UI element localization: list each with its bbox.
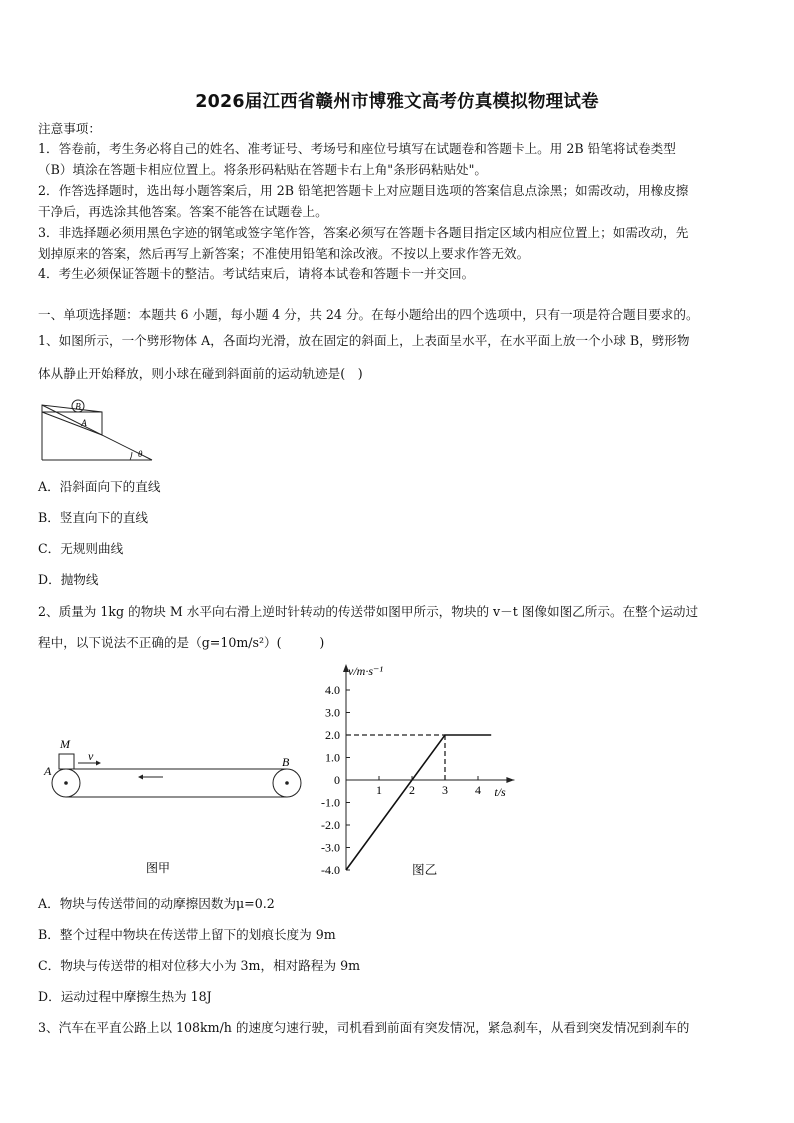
wedge-label: A <box>81 418 87 428</box>
page-title: 2026届江西省赣州市博雅文高考仿真模拟物理试卷 <box>195 92 599 112</box>
q1-option: D．抛物线 <box>38 572 99 587</box>
notice-line: 干净后，再选涂其他答案。答案不能答在试题卷上。 <box>38 204 328 219</box>
section-heading: 一、单项选择题：本题共 6 小题，每小题 4 分，共 24 分。在每小题给出的四个选项中，只有一项是符合题目要求的。 <box>38 307 699 322</box>
notice-line: 3．非选择题必须用黑色字迹的钢笔或签字笔作答，答案必须写在答题卡各题目指定区域内相应位置上；如需改动，先 <box>38 225 689 240</box>
x-axis-arrowhead <box>506 777 514 783</box>
fig-jia-caption: 图甲 <box>145 861 171 875</box>
q2-option: B．整个过程中物块在传送带上留下的划痕长度为 9m <box>38 927 336 942</box>
notice-line: 2．作答选择题时，选出每小题答案后，用 2B 铅笔把答题卡上对应题目选项的答案信息点涂黑；如需改动，用橡皮擦 <box>38 183 689 198</box>
ball-label: B <box>75 401 81 412</box>
notice-line: 4．考生必须保证答题卡的整洁。考试结束后，请将本试卷和答题卡一并交回。 <box>38 266 475 281</box>
block-label: M <box>60 737 70 751</box>
q2-stem: 程中，以下说法不正确的是（g=10m/s²）( ) <box>38 635 325 650</box>
q2-option: A．物块与传送带间的动摩擦因数为μ=0.2 <box>38 896 275 911</box>
velocity-label: v <box>88 749 94 763</box>
y-axis-label: v/m·s⁻¹ <box>348 664 383 678</box>
y-tick-label: 1.0 <box>325 750 340 765</box>
q1-incline-figure <box>38 395 158 465</box>
angle-arc <box>130 452 132 460</box>
q1-option: C．无规则曲线 <box>38 541 124 556</box>
y-tick-label: 2.0 <box>325 728 340 742</box>
x-axis-label: t/s <box>494 785 506 799</box>
fig-yi-caption: 图乙 <box>412 862 438 877</box>
q1-option: B．竖直向下的直线 <box>38 510 149 525</box>
q2-conveyor-figure <box>38 730 308 880</box>
q1-stem: 体从静止开始释放，则小球在碰到斜面前的运动轨迹是( ) <box>38 366 363 381</box>
vt-series-line <box>346 735 491 870</box>
x-tick-label: 1 <box>376 783 382 797</box>
pulley-a-axle <box>64 781 68 785</box>
notice-line: 1．答卷前，考生务必将自己的姓名、准考证号、考场号和座位号填写在试题卷和答题卡上。用 2B 铅笔将试卷类型 <box>38 141 676 156</box>
y-tick-label: 3.0 <box>325 705 340 720</box>
belt-direction-arrowhead <box>138 775 143 780</box>
vt-chart <box>300 658 530 883</box>
y-tick-label: 4.0 <box>325 683 340 697</box>
pulley-b-axle <box>285 781 289 785</box>
angle-label: θ <box>138 449 143 459</box>
pulley-b-label: B <box>282 755 290 769</box>
incline-slope <box>42 405 152 460</box>
x-tick-label: 4 <box>475 783 481 797</box>
notice-line: 划掉原来的答案，然后再写上新答案；不准使用铅笔和涂改液。不按以上要求作答无效。 <box>38 246 530 261</box>
y-tick-label: -1.0 <box>321 795 340 810</box>
x-tick-label: 3 <box>442 783 448 797</box>
y-tick-label: 0 <box>334 773 340 787</box>
y-tick-label: -3.0 <box>321 840 340 855</box>
velocity-arrowhead <box>96 761 101 766</box>
notice-line: （B）填涂在答题卡相应位置上。将条形码粘贴在答题卡右上角"条形码粘贴处"。 <box>38 162 488 177</box>
notice-heading: 注意事项： <box>38 121 101 136</box>
q1-stem: 1、如图所示，一个劈形物体 A，各面均光滑，放在固定的斜面上，上表面呈水平，在水平面上放一个小球 B，劈形物 <box>38 333 690 348</box>
q2-option: C．物块与传送带的相对位移大小为 3m，相对路程为 9m <box>38 958 361 973</box>
q3-stem: 3、汽车在平直公路上以 108km/h 的速度匀速行驶，司机看到前面有突发情况，紧急刹车，从看到突发情况到刹车的 <box>38 1020 690 1035</box>
y-tick-label: -4.0 <box>321 863 340 877</box>
q1-option: A．沿斜面向下的直线 <box>38 479 161 494</box>
block-m <box>59 754 74 769</box>
q2-option: D．运动过程中摩擦生热为 18J <box>38 989 212 1004</box>
pulley-a-label: A <box>44 764 52 778</box>
q2-stem: 2、质量为 1kg 的物块 M 水平向右滑上逆时针转动的传送带如图甲所示，物块的 v－t 图像如图乙所示。在整个运动过 <box>38 604 699 619</box>
x-tick-label: 2 <box>409 783 415 797</box>
y-tick-label: -2.0 <box>321 818 340 832</box>
